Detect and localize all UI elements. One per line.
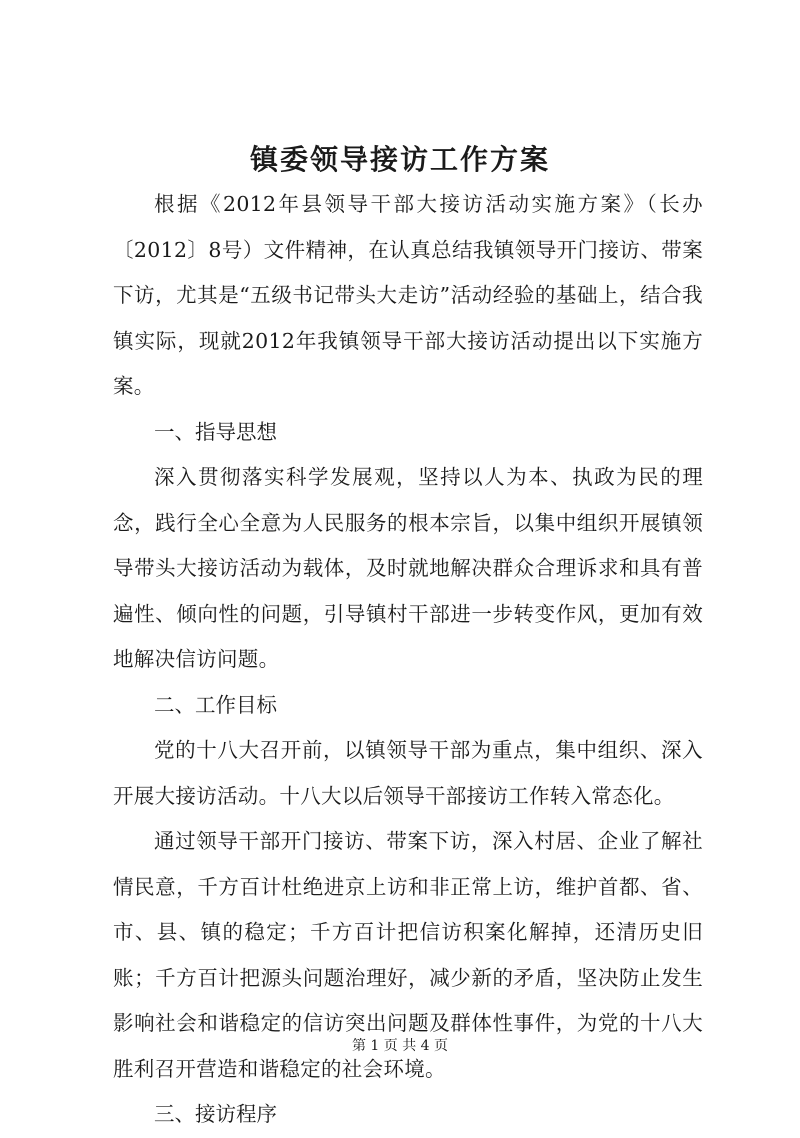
section-heading-procedure: 三、接访程序: [154, 1102, 277, 1126]
paragraph-intro: 根据《2012年县领导干部大接访活动实施方案》（长办〔2012〕8号）文件精神，在认真总结我镇领导开门接访、带案下访，尤其是“五级书记带头大走访”活动经验的基础上，结合我镇实际，现就2012年我镇领导干部大接访活动提出以下实施方案。: [113, 192, 703, 398]
page-footer: 第 1 页 共 4 页: [351, 1038, 449, 1054]
paragraph-goals-2: 通过领导干部开门接访、带案下访，深入村居、企业了解社情民意，千方百计杜绝进京上访和非正常上访，维护首都、省、市、县、镇的稳定；千方百计把信访积案化解掉，还清历史旧账；千方百计把源头问题治理好，减少新的矛盾，坚决防止发生影响社会和谐稳定的信访突出问题及群体性事件，为党的十八大胜利召开营造和谐稳定的社会环境。: [113, 829, 703, 1081]
section-heading-guiding-thought: 一、指导思想: [154, 419, 277, 444]
section-heading-work-goals: 二、工作目标: [154, 692, 277, 717]
document-body: [113, 182, 703, 1138]
document-title: 镇委领导接访工作方案: [249, 143, 550, 176]
paragraph-guiding-thought: 深入贯彻落实科学发展观，坚持以人为本、执政为民的理念，践行全心全意为人民服务的根本宗旨，以集中组织开展镇领导带头大接访活动为载体，及时就地解决群众合理诉求和具有普遍性、倾向性的问题，引导镇村干部进一步转变作风，更加有效地解决信访问题。: [113, 465, 703, 671]
paragraph-goals-1: 党的十八大召开前，以镇领导干部为重点，集中组织、深入开展大接访活动。十八大以后领导干部接访工作转入常态化。: [113, 738, 703, 808]
